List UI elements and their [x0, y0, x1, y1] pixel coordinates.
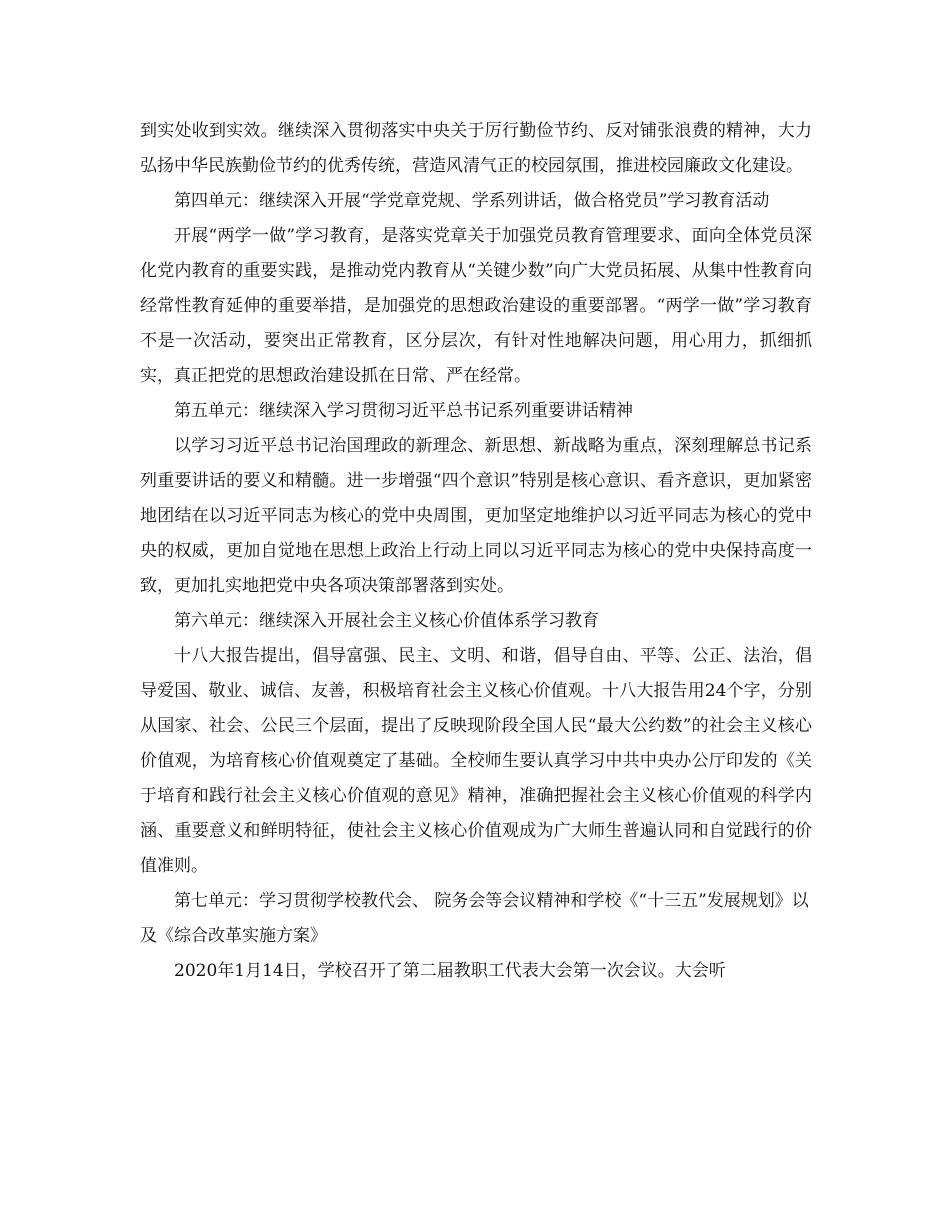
paragraph: 到实处收到实效。继续深入贯彻落实中央关于厉行勤俭节约、反对铺张浪费的精神，大力弘扬中华民族勤俭节约的优秀传统，营造风清气正的校园氛围，推进校园廉政文化建设。 [140, 121, 812, 176]
section-heading-unit-7: 第七单元：学习贯彻学校教代会、 院务会等会议精神和学校《“十三五”发展规划》以及《综合改革实施方案》 [140, 891, 809, 946]
section-heading-unit-4: 第四单元：继续深入开展“学党章党规、学系列讲话，做合格党员”学习教育活动 [174, 191, 770, 211]
paragraph: 开展“两学一做”学习教育，是落实党章关于加强党员教育管理要求、面向全体党员深化党内教育的重要实践，是推动党内教育从“关键少数”向广大党员拓展、从集中性教育向经常性教育延伸的重要举措，是加强党的思想政治建设的重要部署。“两学一做”学习教育不是一次活动，要突出正常教育，区分层次，有针对性地解决问题，用心用力，抓细抓实，真正把党的思想政治建设抓在日常、严在经常。 [140, 226, 812, 386]
section-heading-unit-5: 第五单元：继续深入学习贯彻习近平总书记系列重要讲话精神 [174, 401, 633, 421]
paragraph: 十八大报告提出，倡导富强、民主、文明、和谐，倡导自由、平等、公正、法治，倡导爱国、敬业、诚信、友善，积极培育社会主义核心价值观。十八大报告用24个字，分别从国家、社会、公民三个层面，提出了反映现阶段全国人民“最大公约数”的社会主义核心价值观，为培育核心价值观奠定了基础。全校师生要认真学习中共中央办公厅印发的《关于培育和践行社会主义核心价值观的意见》精神，准确把握社会主义核心价值观的科学内涵、重要意义和鲜明特征，使社会主义核心价值观成为广大师生普遍认同和自觉践行的价值准则。 [140, 646, 812, 876]
paragraph: 以学习习近平总书记治国理政的新理念、新思想、新战略为重点，深刻理解总书记系列重要讲话的要义和精髓。进一步增强“四个意识”特别是核心意识、看齐意识，更加紧密地团结在以习近平同志为核心的党中央周围，更加坚定地维护以习近平同志为核心的党中央的权威，更加自觉地在思想上政治上行动上同以习近平同志为核心的党中央保持高度一致，更加扎实地把党中央各项决策部署落到实处。 [140, 436, 812, 596]
document-body [140, 114, 812, 989]
section-heading-unit-6: 第六单元：继续深入开展社会主义核心价值体系学习教育 [174, 611, 599, 631]
paragraph: 2020年1月14日，学校召开了第二届教职工代表大会第一次会议。大会听 [174, 961, 726, 981]
